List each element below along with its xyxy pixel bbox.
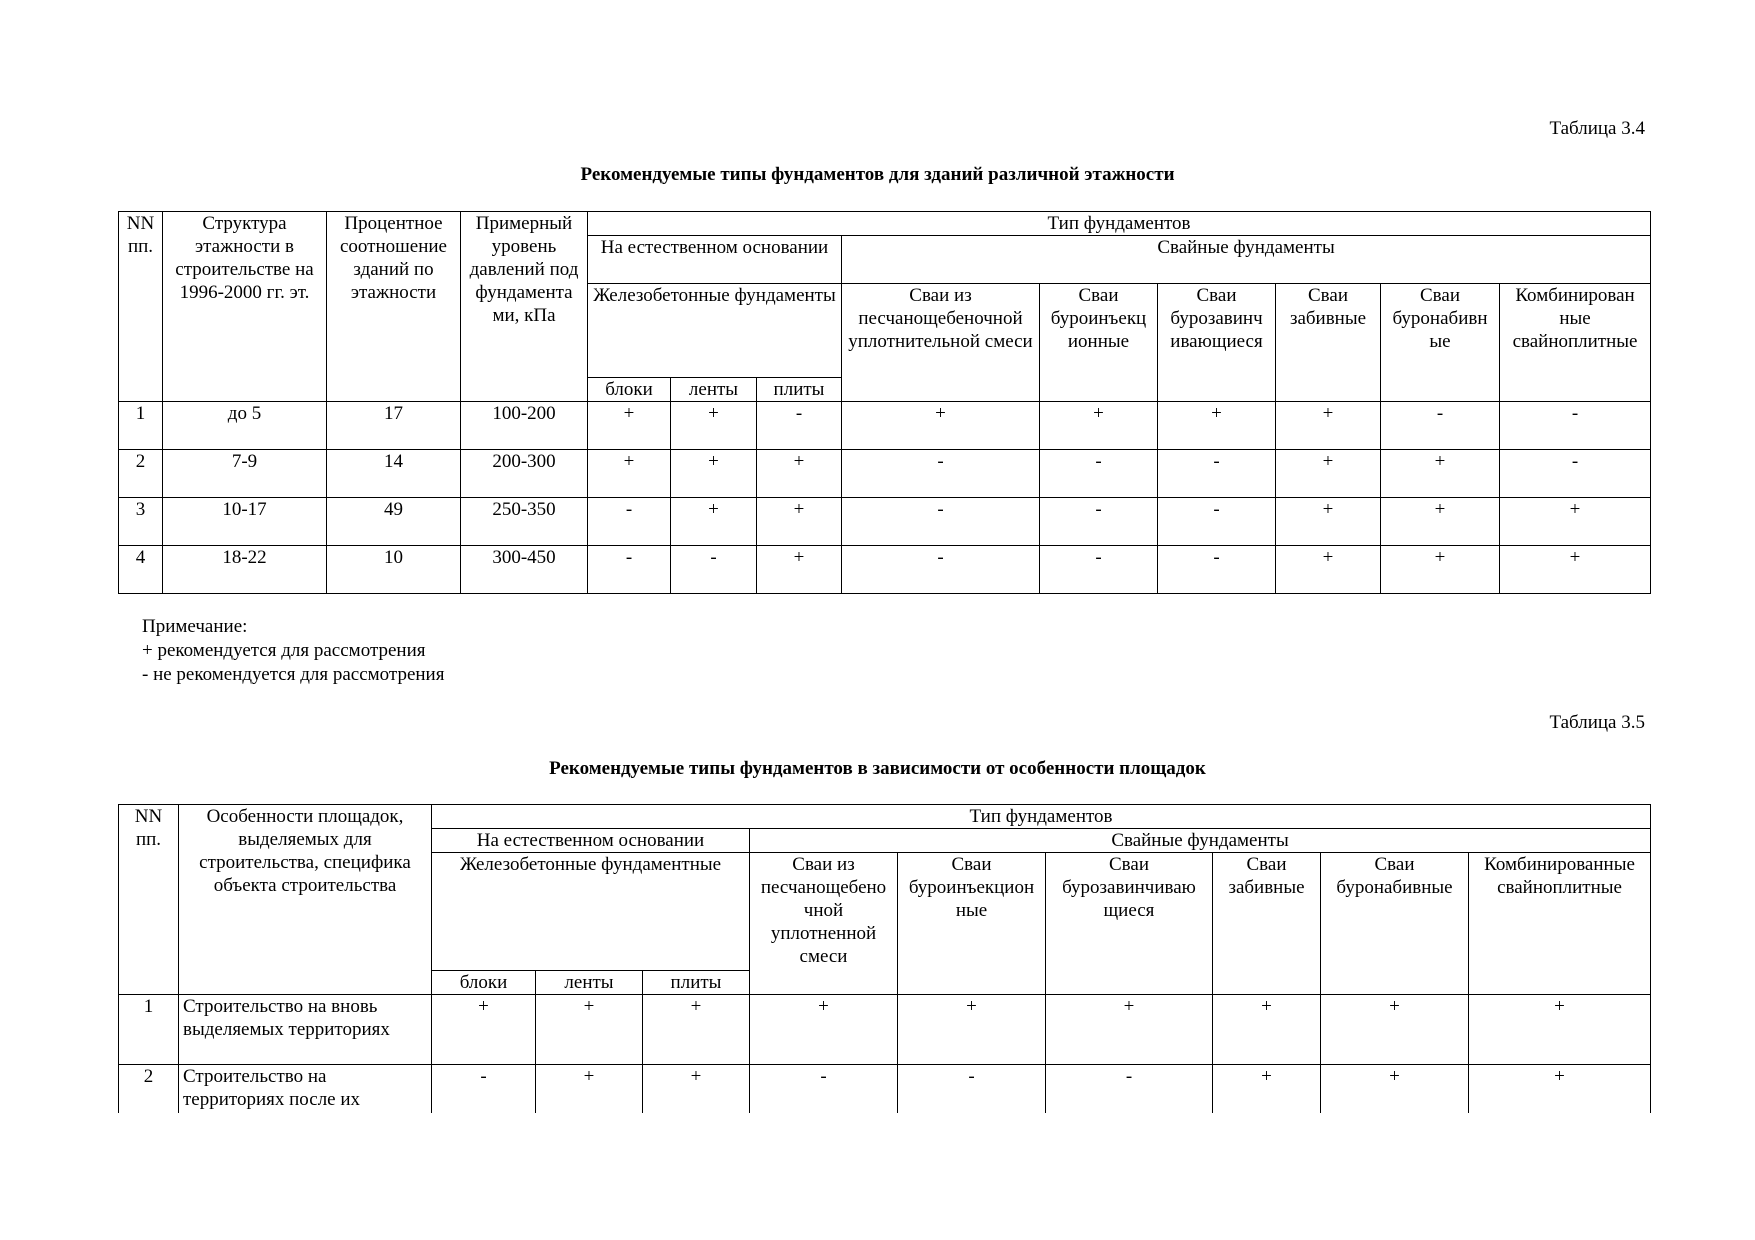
cell-mark: -: [1158, 546, 1276, 594]
cell-structure: 18-22: [163, 546, 327, 594]
cell-mark: +: [536, 1065, 643, 1114]
cell-mark: +: [1381, 546, 1500, 594]
cell-features: Строительство на территориях после их: [179, 1065, 432, 1114]
cell-mark: -: [1158, 498, 1276, 546]
header-features: Особенности площадок, выделяемых для строительства, специфика объекта строительства: [179, 805, 432, 995]
notes-title: Примечание:: [142, 616, 248, 637]
cell-mark: -: [1040, 498, 1158, 546]
cell-nn: 2: [119, 1065, 179, 1114]
cell-mark: -: [1158, 450, 1276, 498]
header-slabs: плиты: [757, 378, 842, 402]
cell-mark: +: [1381, 450, 1500, 498]
cell-mark: +: [898, 995, 1046, 1065]
cell-mark: -: [842, 498, 1040, 546]
table1-title: Рекомендуемые типы фундаментов для зданий различной этажности: [580, 164, 1175, 185]
header-percent: Процентное соотношение зданий по этажности: [327, 212, 461, 402]
cell-mark: -: [842, 546, 1040, 594]
header-combined: Комбинированные свайноплитные: [1469, 853, 1651, 995]
cell-mark: +: [671, 498, 757, 546]
table-row: [119, 995, 1651, 1065]
cell-mark: -: [750, 1065, 898, 1114]
cell-mark: -: [588, 498, 671, 546]
header-pile-foundations: Свайные фундаменты: [750, 829, 1651, 853]
notes-plus: + рекомендуется для рассмотрения: [142, 640, 426, 661]
header-piles-screw: Сваи бурозавинчиваю щиеся: [1046, 853, 1213, 995]
cell-mark: +: [536, 995, 643, 1065]
cell-nn: 1: [119, 995, 179, 1065]
cell-mark: +: [1500, 546, 1651, 594]
cell-mark: -: [1500, 450, 1651, 498]
cell-mark: -: [1381, 402, 1500, 450]
cell-mark: -: [757, 402, 842, 450]
cell-nn: 1: [119, 402, 163, 450]
cell-mark: +: [1381, 498, 1500, 546]
cell-mark: +: [1040, 402, 1158, 450]
header-piles-driven: Сваи забивные: [1213, 853, 1321, 995]
table-row: [119, 546, 1651, 594]
cell-mark: +: [1321, 995, 1469, 1065]
cell-mark: +: [1213, 1065, 1321, 1114]
cell-mark: -: [1040, 546, 1158, 594]
header-piles-bored: Сваи буронабивн ые: [1381, 284, 1500, 402]
table1: [118, 211, 1651, 594]
table2-caption: Таблица 3.5: [1549, 712, 1645, 733]
header-strips: ленты: [671, 378, 757, 402]
cell-features: Строительство на вновь выделяемых территориях: [179, 995, 432, 1065]
cell-mark: +: [757, 546, 842, 594]
cell-mark: +: [1046, 995, 1213, 1065]
header-structure: Структура этажности в строительстве на 1996-2000 гг. эт.: [163, 212, 327, 402]
cell-mark: +: [1276, 498, 1381, 546]
cell-percent: 49: [327, 498, 461, 546]
header-piles-driven: Сваи забивные: [1276, 284, 1381, 402]
header-foundation-type: Тип фундаментов: [432, 805, 1651, 829]
cell-mark: +: [1321, 1065, 1469, 1114]
table2: [118, 804, 1651, 1113]
cell-mark: -: [842, 450, 1040, 498]
cell-mark: +: [643, 1065, 750, 1114]
cell-pressure: 300-450: [461, 546, 588, 594]
table-row: [119, 498, 1651, 546]
cell-mark: -: [1040, 450, 1158, 498]
cell-nn: 2: [119, 450, 163, 498]
cell-mark: +: [1500, 498, 1651, 546]
header-piles-sand: Сваи из песчанощебеночной уплотнительной смеси: [842, 284, 1040, 402]
cell-percent: 10: [327, 546, 461, 594]
cell-structure: 7-9: [163, 450, 327, 498]
cell-mark: -: [588, 546, 671, 594]
cell-mark: -: [432, 1065, 536, 1114]
table1-caption: Таблица 3.4: [1549, 118, 1645, 139]
cell-mark: +: [643, 995, 750, 1065]
header-strips: ленты: [536, 971, 643, 995]
cell-mark: +: [588, 402, 671, 450]
notes: [142, 615, 444, 687]
cell-pressure: 100-200: [461, 402, 588, 450]
cell-structure: до 5: [163, 402, 327, 450]
cell-mark: +: [588, 450, 671, 498]
cell-nn: 3: [119, 498, 163, 546]
cell-pressure: 200-300: [461, 450, 588, 498]
header-natural-base: На естественном основании: [432, 829, 750, 853]
header-nn: NN пп.: [119, 212, 163, 402]
header-foundation-type: Тип фундаментов: [588, 212, 1651, 236]
cell-mark: +: [1213, 995, 1321, 1065]
cell-mark: +: [1469, 995, 1651, 1065]
cell-mark: +: [842, 402, 1040, 450]
cell-mark: +: [757, 450, 842, 498]
cell-mark: +: [671, 450, 757, 498]
cell-percent: 17: [327, 402, 461, 450]
header-combined: Комбинирован ные свайноплитные: [1500, 284, 1651, 402]
header-piles-screw: Сваи бурозавинч ивающиеся: [1158, 284, 1276, 402]
cell-mark: -: [671, 546, 757, 594]
cell-percent: 14: [327, 450, 461, 498]
cell-mark: +: [1158, 402, 1276, 450]
header-blocks: блоки: [588, 378, 671, 402]
cell-mark: +: [671, 402, 757, 450]
table2-title: Рекомендуемые типы фундаментов в зависимости от особенности площадок: [549, 758, 1206, 779]
cell-mark: -: [1500, 402, 1651, 450]
cell-mark: +: [750, 995, 898, 1065]
cell-mark: -: [1046, 1065, 1213, 1114]
header-rc-foundations: Железобетонные фундаментные: [432, 853, 750, 971]
header-blocks: блоки: [432, 971, 536, 995]
cell-pressure: 250-350: [461, 498, 588, 546]
cell-mark: -: [898, 1065, 1046, 1114]
table-row: [119, 450, 1651, 498]
cell-mark: +: [1276, 402, 1381, 450]
header-pile-foundations: Свайные фундаменты: [842, 236, 1651, 284]
table-row: [119, 402, 1651, 450]
cell-mark: +: [432, 995, 536, 1065]
table2-clip: [0, 800, 1755, 1113]
header-nn: NN пп.: [119, 805, 179, 995]
cell-mark: +: [1276, 546, 1381, 594]
header-piles-bored: Сваи буронабивные: [1321, 853, 1469, 995]
header-natural-base: На естественном основании: [588, 236, 842, 284]
cell-nn: 4: [119, 546, 163, 594]
cell-mark: +: [757, 498, 842, 546]
cell-mark: +: [1276, 450, 1381, 498]
cell-structure: 10-17: [163, 498, 327, 546]
table-row: [119, 1065, 1651, 1114]
header-pressure: Примерный уровень давлений под фундамента ми, кПа: [461, 212, 588, 402]
header-slabs: плиты: [643, 971, 750, 995]
header-piles-inject: Сваи буроинъекц ионные: [1040, 284, 1158, 402]
header-rc-foundations: Железобетонные фундаменты: [588, 284, 842, 378]
header-piles-sand: Сваи из песчанощебено чной уплотненной смеси: [750, 853, 898, 995]
header-piles-inject: Сваи буроинъекцион ные: [898, 853, 1046, 995]
notes-minus: - не рекомендуется для рассмотрения: [142, 664, 445, 685]
cell-mark: +: [1469, 1065, 1651, 1114]
